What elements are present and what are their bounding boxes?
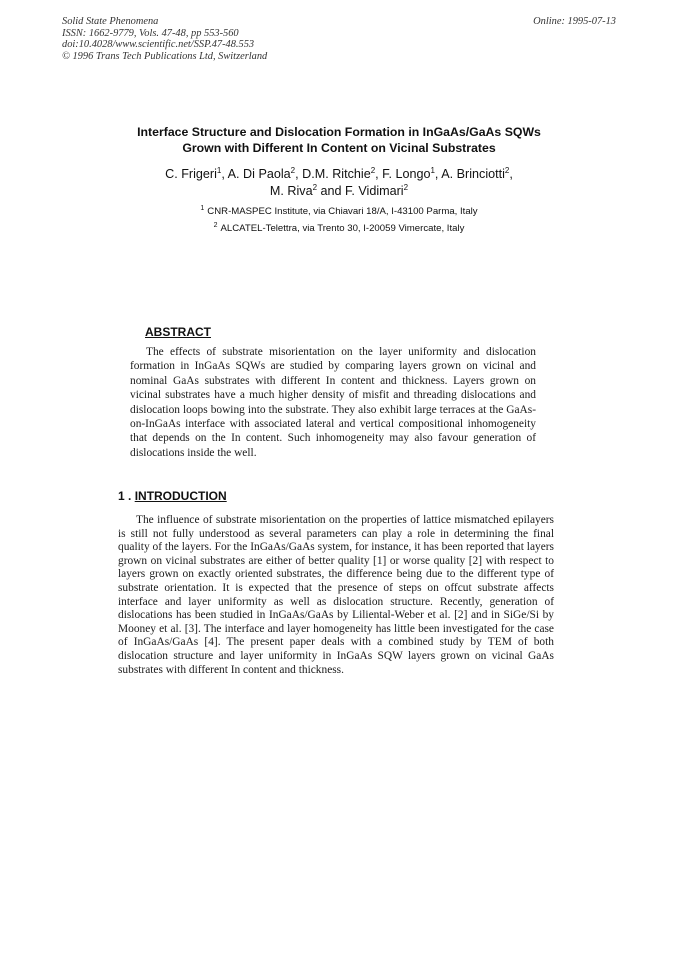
doi-line: doi:10.4028/www.scientific.net/SSP.47-48.553	[62, 39, 255, 51]
author-line-2	[110, 183, 568, 200]
author-name: C. Frigeri	[165, 167, 217, 181]
author-name: , D.M. Ritchie	[295, 167, 371, 181]
section-number: 1 .	[118, 489, 135, 503]
issn-line: ISSN: 1662-9779, Vols. 47-48, pp 553-560	[62, 27, 239, 39]
abstract-heading: ABSTRACT	[145, 325, 211, 339]
affiliation-list	[110, 203, 568, 237]
journal-name: Solid State Phenomena	[62, 16, 159, 27]
author-name: M. Riva	[269, 184, 313, 198]
affiliation-2	[110, 220, 568, 237]
author-affil-mark: 2	[370, 165, 376, 175]
author-affil-mark: 2	[504, 165, 510, 175]
title-line-1: Interface Structure and Dislocation Formation in InGaAs/GaAs SQWs	[137, 125, 541, 139]
author-name: and F. Vidimari	[317, 184, 404, 198]
author-affil-mark: 2	[403, 182, 409, 192]
affiliation-text: CNR-MASPEC Institute, via Chiavari 18/A, I-43100 Parma, Italy	[207, 206, 478, 217]
introduction-text: The influence of substrate misorientation on the properties of lattice mismatched epilayers is still not fully understood as several parameters can play a role in determining the final quality of the layers. For the InGaAs/GaAs system, for instance, it has been reported that layers grown on vicinal substrates are either of better quality [1] or worse quality [2] with respect to layers grown on exactly oriented substrates, the difference being due to the different type of substrate orientation. It is expected that the presence of steps on offcut substrate affects interface and layer uniformity as well as dislocation structure. Recently, generation of dislocations has been studied in InGaAs/GaAs by Liliental-Weber et al. [2] and in SiGe/Si by Mooney et al. [3]. The interface and layer homogeneity has little been investigated for the case of InGaAs/GaAs [4]. The present paper deals with a combined study by TEM of both dislocation structure and layer uniformity in InGaAs SQW layers grown on vicinal GaAs substrates with different In content and thickness.	[118, 514, 554, 676]
online-date: Online: 1995-07-13	[533, 16, 616, 27]
author-line-1	[110, 166, 568, 183]
section-title: INTRODUCTION	[134, 489, 227, 503]
affiliation-mark: 2	[213, 221, 218, 229]
author-name: , A. Di Paola	[221, 167, 291, 181]
author-affil-mark: 1	[430, 165, 435, 175]
title-line-2: Grown with Different In Content on Vicinal Substrates	[182, 141, 496, 155]
author-separator: ,	[509, 167, 513, 181]
author-affil-mark: 1	[216, 165, 222, 175]
author-affil-mark: 2	[312, 182, 318, 192]
affiliation-text: ALCATEL-Telettra, via Trento 30, I-20059 Vimercate, Italy	[220, 223, 465, 234]
author-affil-mark: 2	[290, 165, 296, 175]
author-name: , A. Brinciotti	[434, 167, 505, 181]
author-list	[110, 166, 568, 200]
author-name: , F. Longo	[375, 167, 431, 181]
affiliation-1	[110, 203, 568, 220]
affiliation-mark: 1	[200, 204, 205, 212]
journal-header	[62, 16, 267, 62]
copyright-line: © 1996 Trans Tech Publications Ltd, Switzerland	[62, 50, 268, 62]
introduction-heading	[118, 489, 227, 503]
paper-title	[110, 124, 568, 156]
abstract-text: The effects of substrate misorientation on the layer uniformity and dislocation formation in InGaAs SQWs are studied by comparing layers grown on vicinal and nominal GaAs substrates with different In content and thickness. Layers grown on vicinal substrates have a much higher density of misfit and threading dislocations and dislocation loops bowing into the substrate. They also exhibit large terraces at the GaAs-on-InGaAs interface with associated lateral and vertical compositional inhomogeneity that depends on the In content. Such inhomogeneity may also favour generation of dislocations inside the well.	[130, 346, 536, 459]
